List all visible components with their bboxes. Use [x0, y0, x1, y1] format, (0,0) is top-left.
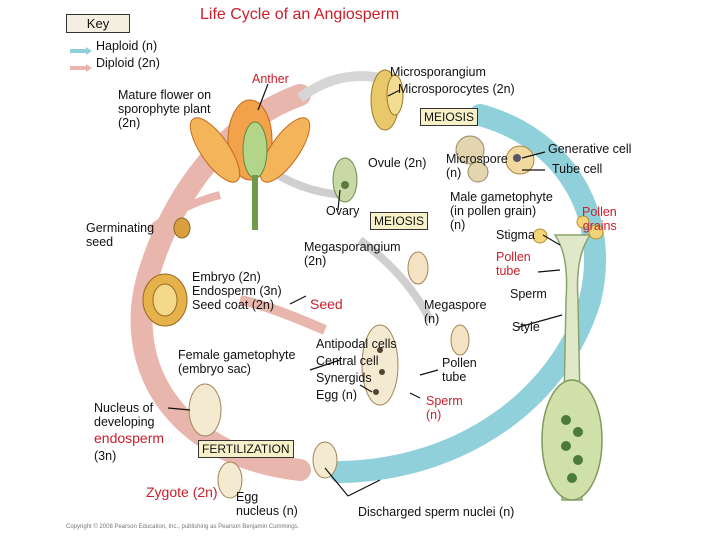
- embryo-endosperm-seedcoat-label: Embryo (2n) Endosperm (3n) Seed coat (2n): [192, 270, 282, 312]
- endosperm-ploidy-label: (3n): [94, 449, 117, 463]
- megaspore-label: Megaspore (n): [424, 298, 487, 326]
- discharged-sperm-label: Discharged sperm nuclei (n): [358, 505, 515, 519]
- meiosis-top-box: MEIOSIS: [420, 108, 478, 126]
- seed-label: Seed: [310, 296, 343, 312]
- antipodal-central-synergids-egg-label: Antipodal cells Central cell Synergids Egg (n): [316, 337, 397, 402]
- haploid-key-label: Haploid (n): [96, 39, 158, 53]
- ovule-illustration: [333, 158, 357, 202]
- microsporangium-illustration: [371, 70, 403, 130]
- copyright-text: Copyright © 2008 Pearson Education, Inc., publishing as Pearson Benjamin Cummings.: [66, 524, 300, 530]
- nucleus-developing-label: Nucleus of developing: [94, 401, 155, 429]
- style-label: Style: [512, 320, 540, 334]
- meiosis-mid-box: MEIOSIS: [370, 212, 428, 230]
- microsporocytes-label: Microsporocytes (2n): [398, 82, 515, 96]
- sperm-mid-label: Sperm (n): [426, 394, 463, 422]
- megasporangium-label: Megasporangium (2n): [304, 240, 401, 268]
- egg-nucleus-label: Egg nucleus (n): [236, 490, 298, 518]
- generative-cell-label: Generative cell: [548, 142, 632, 156]
- female-gametophyte-label: Female gametophyte (embryo sac): [178, 348, 296, 376]
- germinating-seed-label: Germinating seed: [86, 221, 155, 249]
- zygote-label: Zygote (2n): [146, 484, 218, 500]
- endosperm-label: endosperm: [94, 430, 165, 446]
- mature-flower-label: Mature flower on sporophyte plant (2n): [118, 88, 212, 130]
- anther-label: Anther: [252, 72, 289, 86]
- stigma-label: Stigma: [496, 228, 535, 242]
- microspore-label: Microspore (n): [446, 152, 508, 180]
- pollen-tube-top-label: Pollen tube: [496, 250, 531, 278]
- ovule-label: Ovule (2n): [368, 156, 427, 170]
- microsporangium-label: Microsporangium: [390, 65, 486, 79]
- haploid-key-swatch: [70, 42, 92, 50]
- tube-cell-top-label: Tube cell: [552, 162, 603, 176]
- male-gametophyte-label: Male gametophyte (in pollen grain) (n): [450, 190, 553, 232]
- page-title: Life Cycle of an Angiosperm: [200, 6, 400, 23]
- ovary-label: Ovary: [326, 204, 360, 218]
- key-heading: Key: [66, 14, 130, 33]
- sperm-top-label: Sperm: [510, 287, 547, 301]
- pollen-grains-label: Pollen grains: [582, 205, 617, 233]
- diploid-key-swatch: [70, 59, 92, 67]
- pollen-tube-mid-label: Pollen tube: [442, 356, 477, 384]
- fertilization-box: FERTILIZATION: [198, 440, 294, 458]
- diploid-key-label: Diploid (2n): [96, 56, 160, 70]
